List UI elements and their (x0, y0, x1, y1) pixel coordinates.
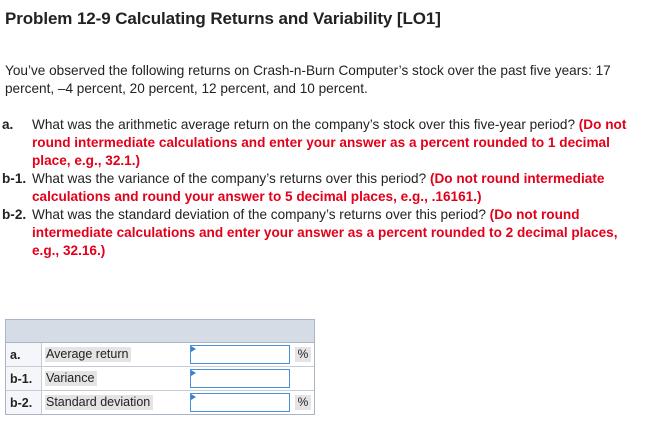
answer-input-wrap (190, 393, 290, 412)
question-b1 (0, 170, 640, 206)
question-body (32, 116, 640, 170)
row-description-text: Variance (45, 371, 97, 386)
average-return-input[interactable] (190, 345, 290, 364)
problem-title: Problem 12-9 Calculating Returns and Variability [LO1] (5, 9, 441, 28)
answer-row-b1 (6, 367, 314, 391)
problem-intro: You’ve observed the following returns on Crash-n-Burn Computer’s stock over the past five years: 17 percent, –4 percent, 20 percent, 12 percent, and 10 percent. (5, 63, 611, 96)
standard-deviation-input[interactable] (190, 393, 290, 412)
answer-row-b2 (6, 391, 314, 414)
unit-cell (292, 367, 314, 390)
question-instruction: (Do not round intermediate calculations and round your answer to 5 decimal places, e.g., .16161.) (32, 171, 605, 204)
row-description (42, 391, 190, 414)
percent-unit: % (295, 395, 312, 410)
question-body (32, 206, 640, 260)
percent-unit: % (295, 347, 312, 362)
question-label: a. (2, 117, 14, 132)
question-instruction: (Do not round intermediate calculations and enter your answer as a percent rounded to 2 decimal places, e.g., 32.16.) (32, 207, 618, 258)
question-list (0, 116, 640, 260)
row-description-text: Average return (45, 347, 131, 362)
question-label: b-1. (2, 171, 27, 186)
question-text: What was the arithmetic average return on the company’s stock over this five-year period? (32, 117, 575, 132)
question-body (32, 170, 640, 206)
answer-input-wrap (190, 345, 290, 364)
question-text: What was the variance of the company’s returns over this period? (32, 171, 427, 186)
question-label: b-2. (2, 207, 27, 222)
question-text: What was the standard deviation of the company’s returns over this period? (32, 207, 486, 222)
row-description (42, 343, 190, 366)
row-label: b-2. (6, 391, 42, 414)
answer-input-wrap (190, 369, 290, 388)
question-instruction: (Do not round intermediate calculations and enter your answer as a percent rounded to 1 decimal place, e.g., 32.1.) (32, 117, 627, 168)
row-label: a. (6, 343, 42, 366)
variance-input[interactable] (190, 369, 290, 388)
answer-table (5, 319, 315, 415)
row-description-text: Standard deviation (45, 395, 153, 410)
question-a (0, 116, 640, 170)
question-b2 (0, 206, 640, 260)
table-header (6, 320, 314, 343)
answer-row-a (6, 343, 314, 367)
row-label: b-1. (6, 367, 42, 390)
unit-cell (292, 343, 314, 366)
row-description (42, 367, 190, 390)
unit-cell (292, 391, 314, 414)
